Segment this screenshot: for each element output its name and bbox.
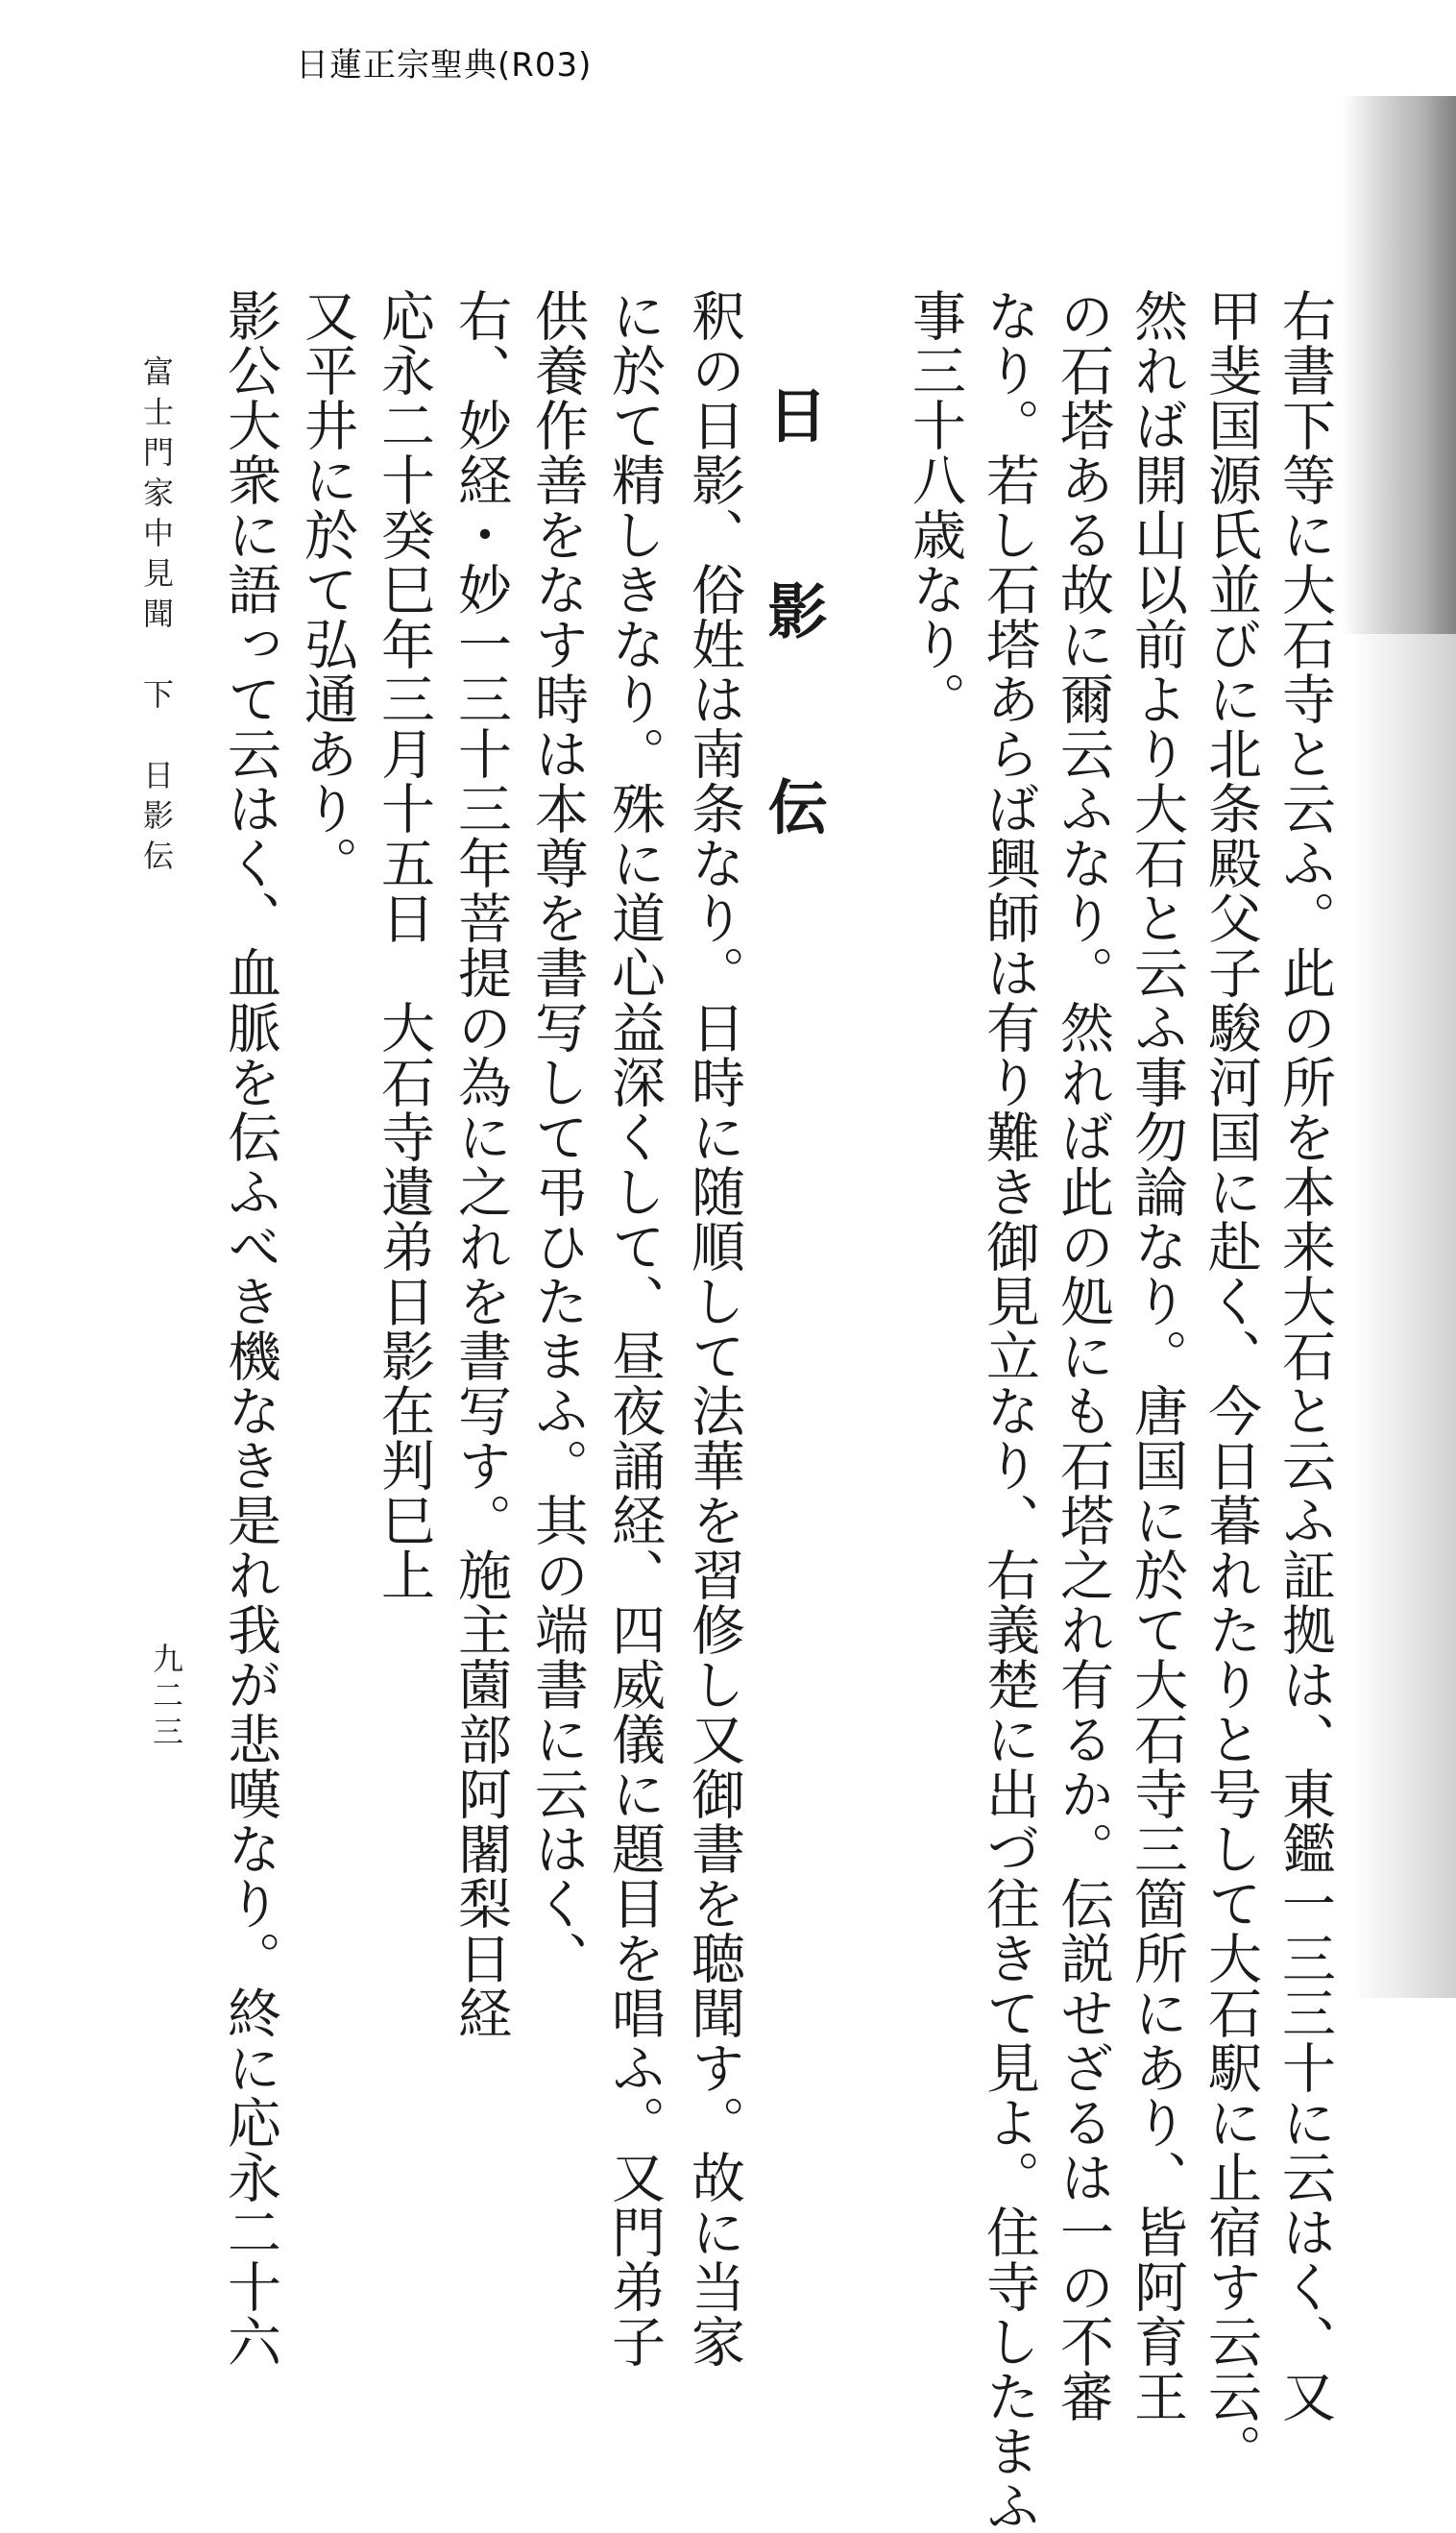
page-number: 九二三 <box>148 1643 184 1752</box>
text-column: 甲斐国源氏並びに北条殿父子駿河国に赴く、今日暮れたりと号して大石駅に止宿す云云。 <box>1200 288 1262 2478</box>
page-header: 日蓮正宗聖典(R03) <box>296 46 593 85</box>
page-edge-shadow-top <box>1341 96 1456 634</box>
text-column: 右書下等に大石寺と云ふ。此の所を本来大石と云ふ証拠は、東鑑一三三十に云はく、又 <box>1274 288 1336 2423</box>
text-column: の石塔ある故に爾云ふなり。然れば此の処にも石塔之れ有るか。伝説せざるは一の不審 <box>1052 288 1114 2423</box>
section-title: 日 影 伝 <box>758 384 828 874</box>
text-column: 影公大衆に語って云はく、血脈を伝ふべき機なき是れ我が悲嘆なり。終に応永二十六 <box>219 288 281 2369</box>
text-column: に於て精しきなり。殊に道心益深くして、昼夜誦経、四威儀に題目を唱ふ。又門弟子 <box>603 288 666 2369</box>
text-column: 供養作善をなす時は本尊を書写して弔ひたまふ。其の端書に云はく、 <box>526 288 589 1985</box>
text-column: 又平井に於て弘通あり。 <box>296 288 358 890</box>
text-column: 然れば開山以前より大石と云ふ事勿論なり。唐国に於て大石寺三箇所にあり、皆阿育王 <box>1126 288 1188 2423</box>
text-column: なり。若し石塔あらば興師は有り難き御見立なり、右義楚に出づ往きて見よ。住寺したまふ <box>978 288 1040 2533</box>
text-column: 事三十八歳なり。 <box>904 288 966 726</box>
text-column: 右、妙経・妙一三十三年菩提の為に之れを書写す。施主薗部阿闍梨日経 <box>449 288 512 2040</box>
text-column: 釈の日影、俗姓は南条なり。日時に随順して法華を習修し又御書を聴聞す。故に当家 <box>683 288 745 2369</box>
running-title: 富士門家中見聞 下 日影伝 <box>138 355 175 880</box>
text-column: 応永二十癸巳年三月十五日 大石寺遺弟日影在判巳上 <box>373 288 435 1602</box>
